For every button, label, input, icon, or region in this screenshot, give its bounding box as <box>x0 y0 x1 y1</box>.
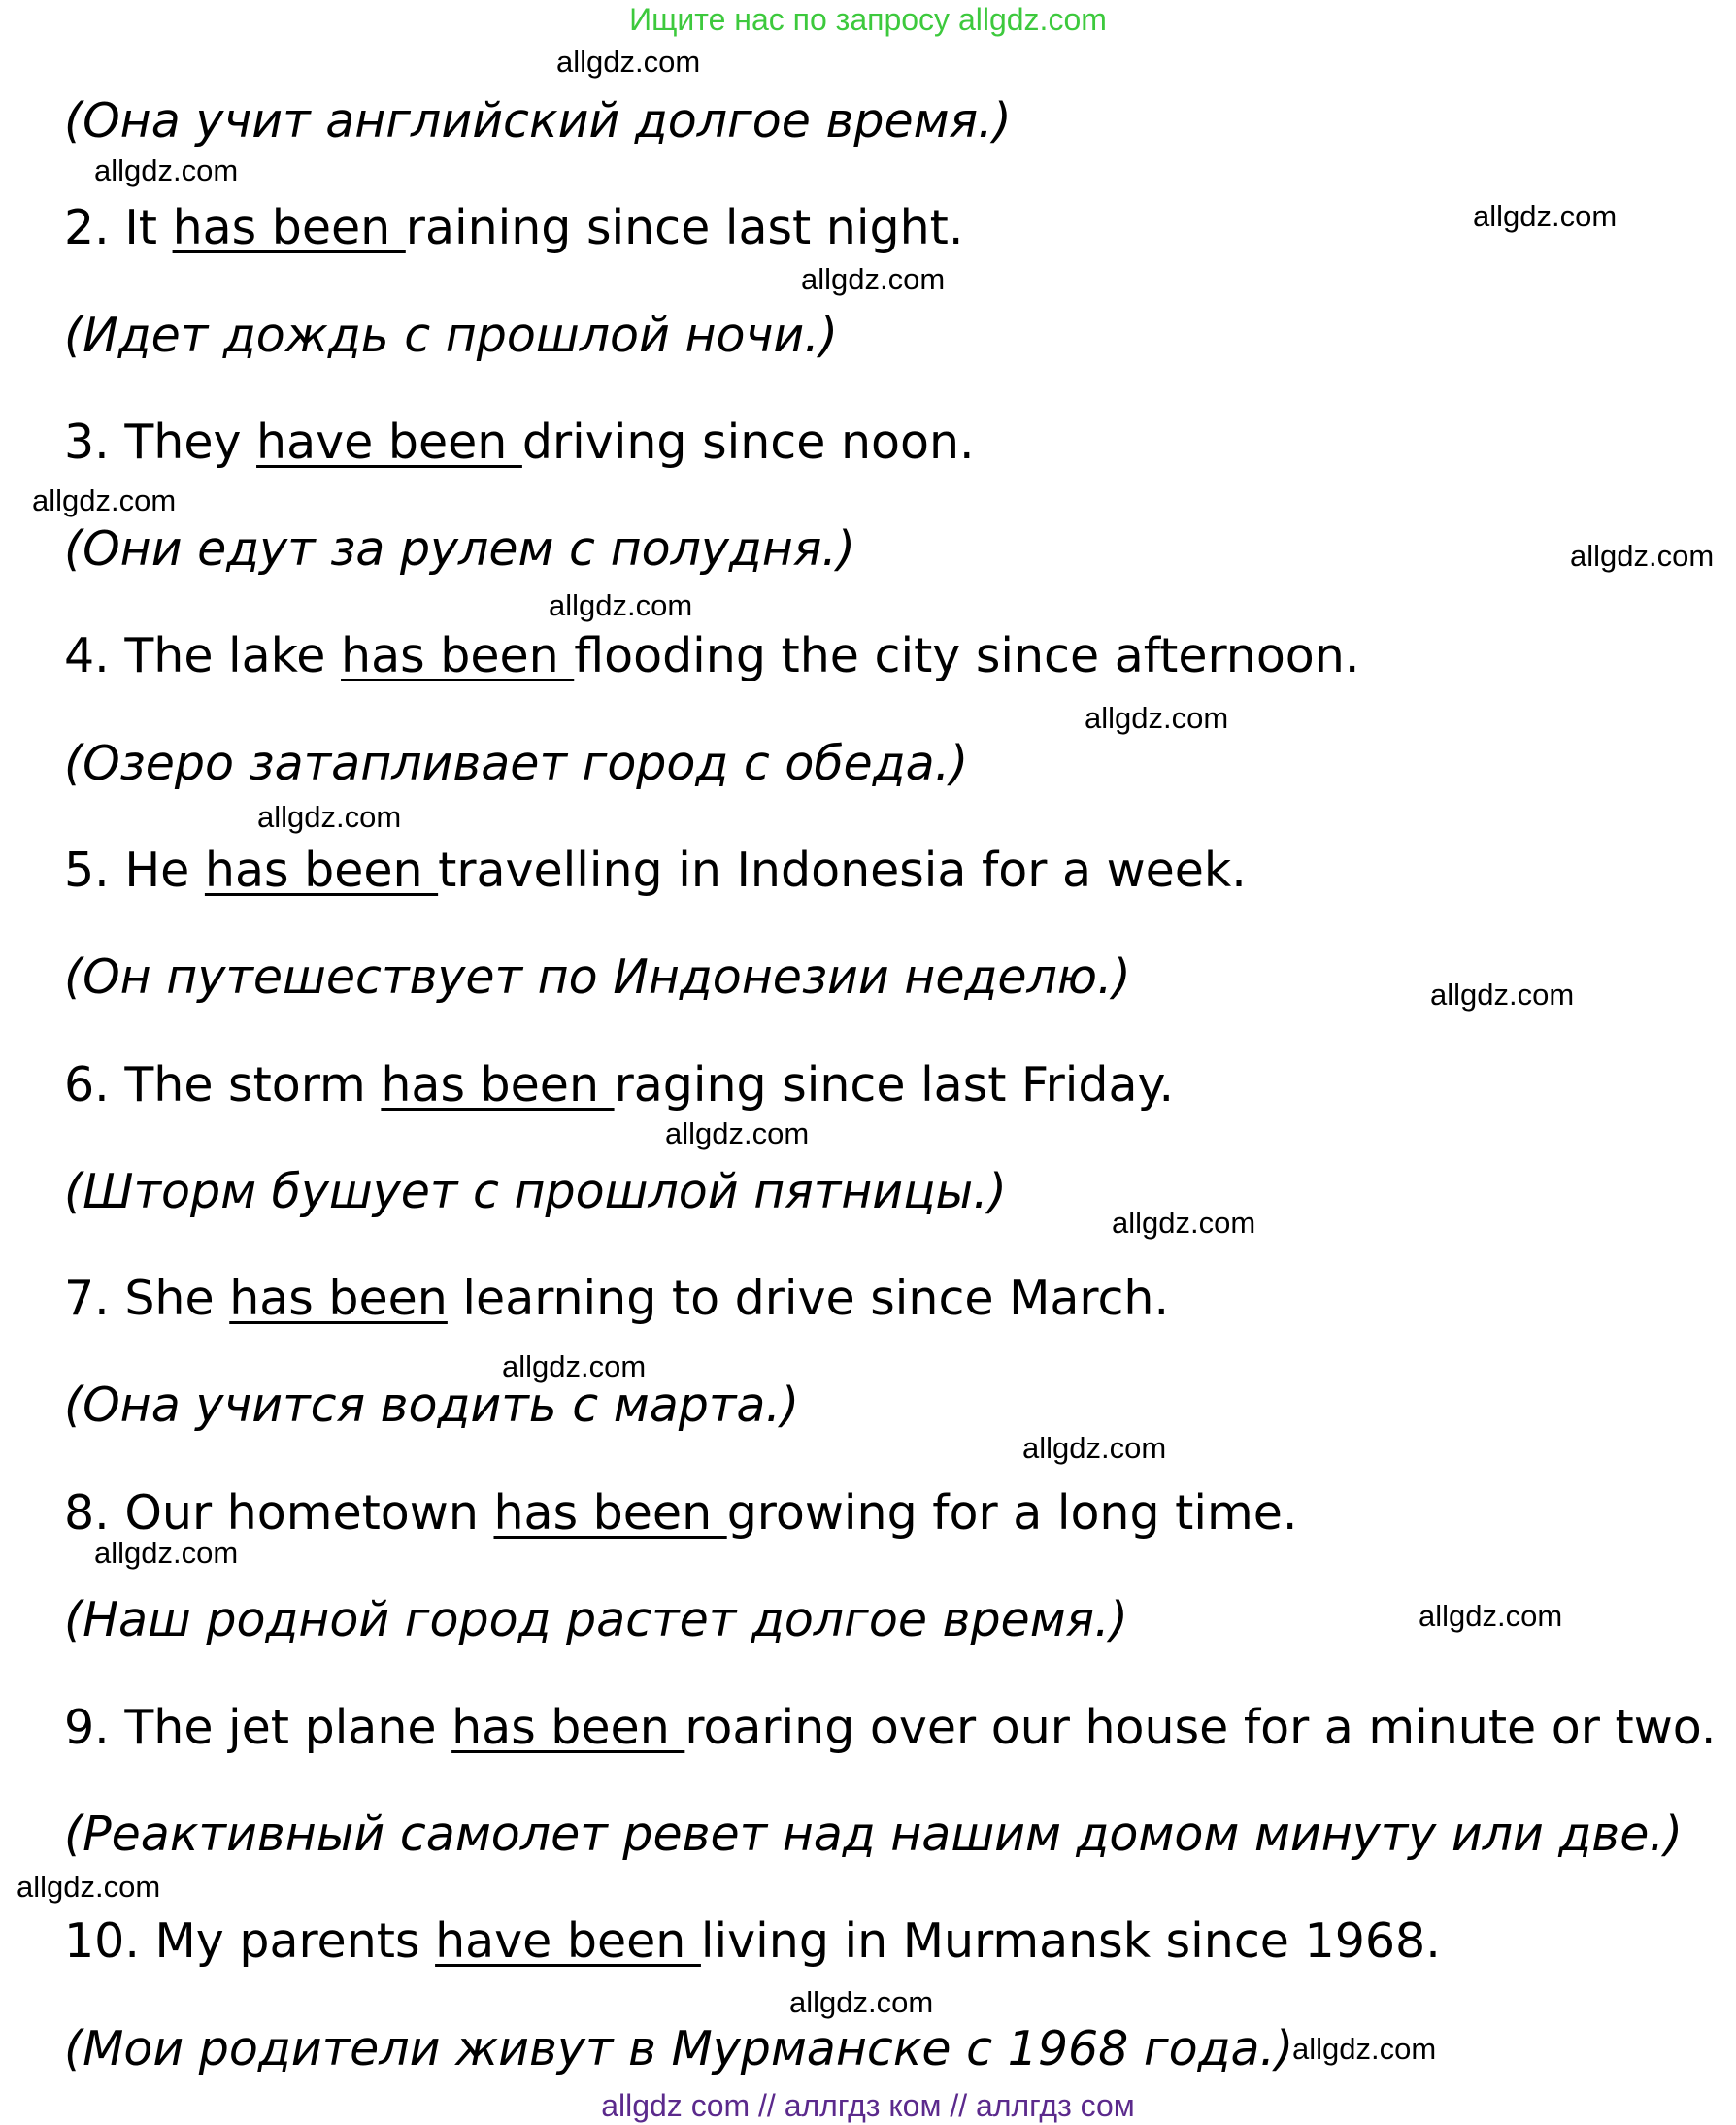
sentence-text: 6. The storm <box>64 1057 382 1112</box>
watermark: allgdz.com <box>32 483 177 517</box>
watermark: allgdz.com <box>1473 199 1618 233</box>
underlined-verb: has been <box>172 200 406 255</box>
watermark: allgdz.com <box>17 1870 161 1904</box>
sentence-text: raging since last Friday. <box>614 1057 1175 1112</box>
sentence-6 <box>64 1053 1174 1117</box>
sentence-text: travelling in Indonesia for a week. <box>438 843 1247 898</box>
watermark: allgdz.com <box>1430 978 1575 1012</box>
sentence-text: roaring over our house for a minute or two. <box>684 1700 1717 1755</box>
sentence-text: 3. They <box>64 415 257 470</box>
underlined-verb: has been <box>341 628 575 683</box>
sentence-4 <box>64 624 1359 688</box>
sentence-text: learning to drive since March. <box>447 1271 1170 1326</box>
translation-10: (Мои родители живут в Мурманске с 1968 года.) <box>64 2021 1294 2076</box>
sentence-2 <box>64 196 963 260</box>
watermark: allgdz.com <box>502 1349 647 1383</box>
watermark: allgdz.com <box>556 45 701 79</box>
underlined-verb: has been <box>451 1700 685 1755</box>
underlined-verb: have been <box>256 415 522 470</box>
underlined-verb: has been <box>381 1057 615 1112</box>
sentence-9 <box>64 1696 1716 1760</box>
sentence-7 <box>64 1267 1169 1331</box>
underlined-verb: has been <box>229 1271 448 1326</box>
translation-2: (Идет дождь с прошлой ночи.) <box>64 308 838 363</box>
sentence-text: 7. She <box>64 1271 230 1326</box>
sentence-text: 8. Our hometown <box>64 1485 494 1541</box>
watermark: allgdz.com <box>94 1536 239 1570</box>
translation-1: (Она учит английский долгое время.) <box>64 93 1012 149</box>
sentence-text: 5. He <box>64 843 205 898</box>
translation-9: (Реактивный самолет ревет над нашим домом минуту или две.) <box>64 1807 1684 1862</box>
sentence-text: flooding the city since afternoon. <box>574 628 1360 683</box>
translation-7: (Она учится водить с марта.) <box>64 1378 800 1433</box>
watermark: allgdz.com <box>1570 539 1715 573</box>
underlined-verb: has been <box>204 843 439 898</box>
sentence-text: raining since last night. <box>405 200 964 255</box>
watermark: allgdz.com <box>1419 1599 1563 1633</box>
translation-3: (Они едут за рулем с полудня.) <box>64 521 855 577</box>
translation-4: (Озеро затапливает город с обеда.) <box>64 736 969 791</box>
sentence-text: 9. The jet plane <box>64 1700 452 1755</box>
sentence-5 <box>64 839 1247 903</box>
search-banner: Ищите нас по запросу allgdz.com <box>629 2 1107 37</box>
sentence-10 <box>64 1909 1441 1974</box>
sentence-text: driving since noon. <box>521 415 975 470</box>
watermark: allgdz.com <box>94 153 239 187</box>
watermark: allgdz.com <box>257 800 402 834</box>
sentence-8 <box>64 1481 1297 1545</box>
sentence-text: 4. The lake <box>64 628 342 683</box>
sentence-text: 2. It <box>64 200 173 255</box>
footer-watermark: allgdz com // аллгдз ком // аллгдз сом <box>601 2088 1135 2123</box>
sentence-3 <box>64 411 975 475</box>
watermark: allgdz.com <box>1085 701 1229 735</box>
sentence-text: living in Murmansk since 1968. <box>700 1913 1441 1969</box>
watermark: allgdz.com <box>665 1116 810 1150</box>
sentence-text: 10. My parents <box>64 1913 436 1969</box>
sentence-text: growing for a long time. <box>726 1485 1298 1541</box>
watermark: allgdz.com <box>1022 1431 1167 1465</box>
watermark: allgdz.com <box>789 1985 934 2019</box>
translation-6: (Шторм бушует с прошлой пятницы.) <box>64 1164 1007 1219</box>
watermark: allgdz.com <box>1112 1206 1256 1240</box>
translation-8: (Наш родной город растет долгое время.) <box>64 1592 1128 1647</box>
watermark: allgdz.com <box>549 588 693 622</box>
watermark: allgdz.com <box>1292 2032 1437 2066</box>
underlined-verb: has been <box>493 1485 727 1541</box>
underlined-verb: have been <box>435 1913 701 1969</box>
watermark: allgdz.com <box>801 262 946 296</box>
translation-5: (Он путешествует по Индонезии неделю.) <box>64 949 1131 1005</box>
